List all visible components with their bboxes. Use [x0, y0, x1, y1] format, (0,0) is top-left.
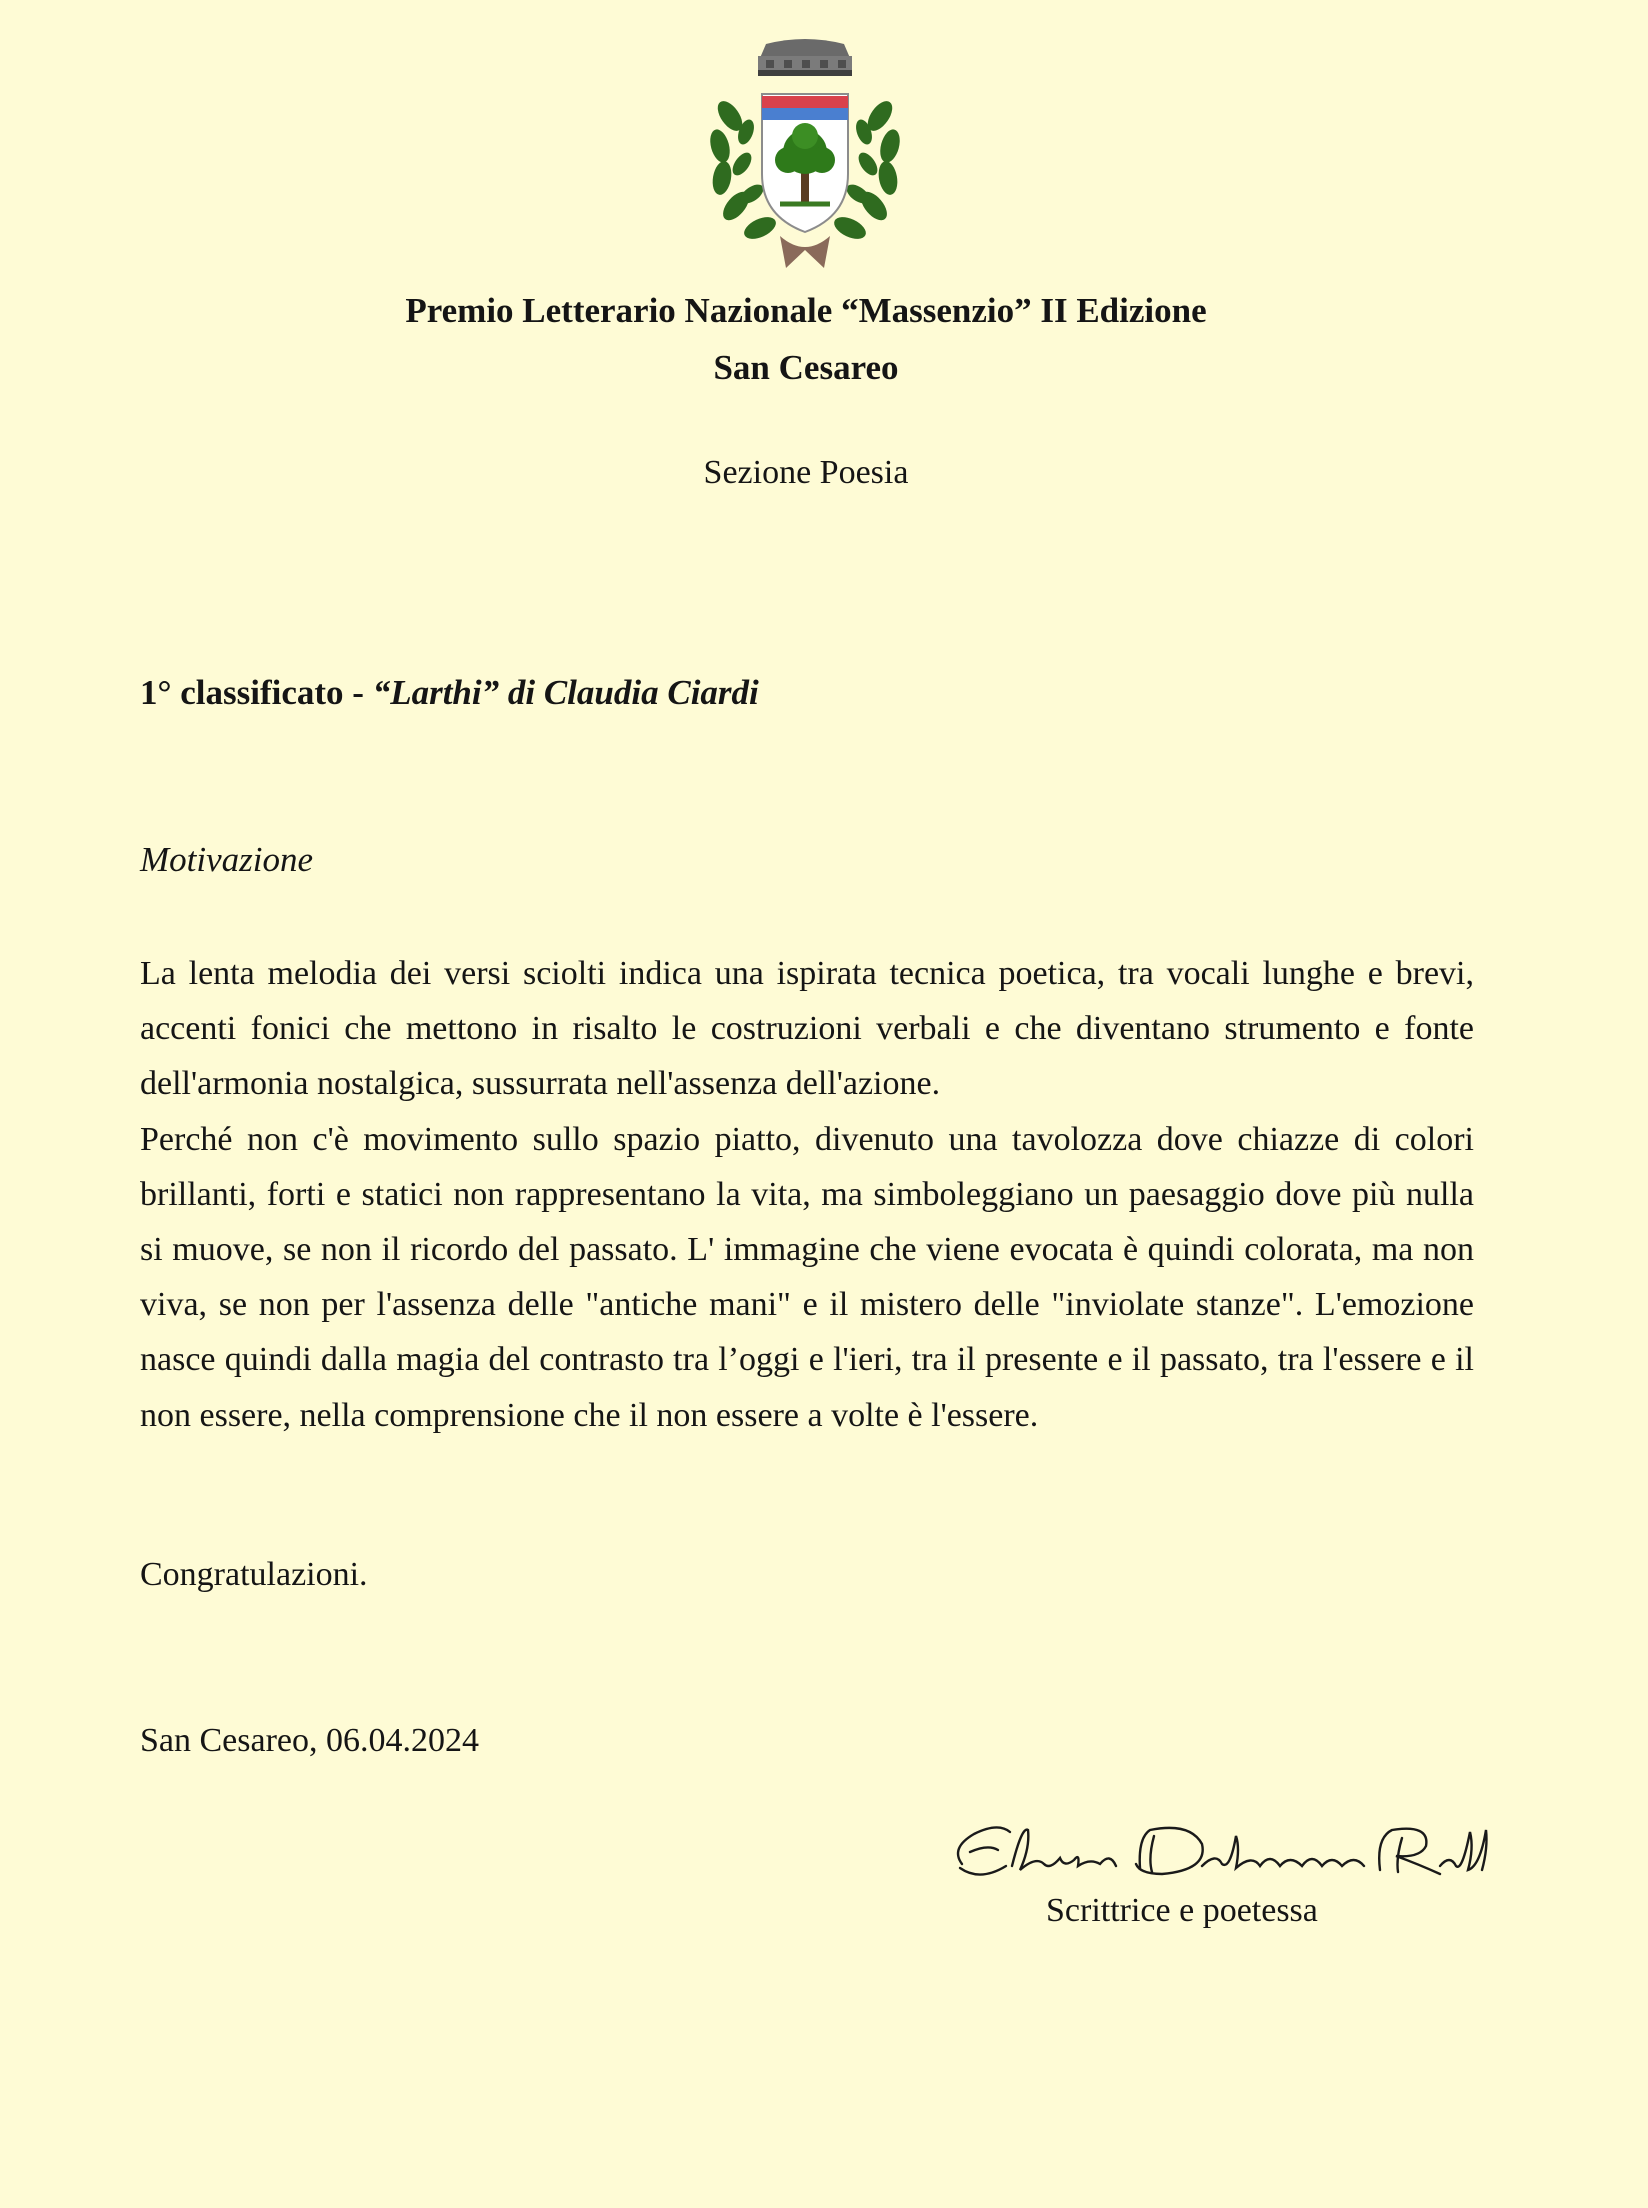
motivation-body: [140, 946, 1474, 1443]
ranking-work: “Larthi” di Claudia Ciardi: [372, 673, 759, 712]
motivation-paragraph-2: Perché non c'è movimento sullo spazio piatto, divenuto una tavolozza dove chiazze di colori brillanti, forti e statici non rappresentano la vita, ma simboleggiano un paesaggio dove più nulla si muove, se non il ricordo del passato. L' immagine che viene evocata è quindi colorata, ma non viva, se non per l'assenza delle "antiche mani" e il mistero delle "inviolate stanze". L'emozione nasce quindi dalla magia del contrasto tra l’oggi e l'ieri, tra il presente e il passato, tra l'essere e il non essere, nella comprensione che il non essere a volte è l'essere.: [140, 1120, 1474, 1434]
award-title: [0, 282, 1612, 396]
ranking-place: 1° classificato -: [140, 673, 373, 712]
motivation-paragraph-1: La lenta melodia dei versi sciolti indica una ispirata tecnica poetica, tra vocali lunghe e brevi, accenti fonici che mettono in risalto le costruzioni verbali e che diventano strumento e fonte dell'armonia nostalgica, sussurrata nell'assenza dell'azione.: [140, 955, 1474, 1103]
ranking-line: [140, 673, 759, 713]
place-date: San Cesareo, 06.04.2024: [140, 1722, 480, 1759]
handwritten-signature: [940, 1808, 1500, 1898]
motivation-title: Motivazione: [140, 840, 314, 879]
municipal-coat-of-arms-icon: [700, 36, 910, 276]
signer-role: Scrittrice e poetessa: [1046, 1892, 1318, 1929]
award-title-line2: San Cesareo: [713, 348, 899, 387]
section-label: Sezione Poesia: [703, 454, 909, 491]
award-title-line1: Premio Letterario Nazionale “Massenzio” II Edizione: [405, 291, 1207, 330]
closing-text: Congratulazioni.: [140, 1556, 368, 1593]
